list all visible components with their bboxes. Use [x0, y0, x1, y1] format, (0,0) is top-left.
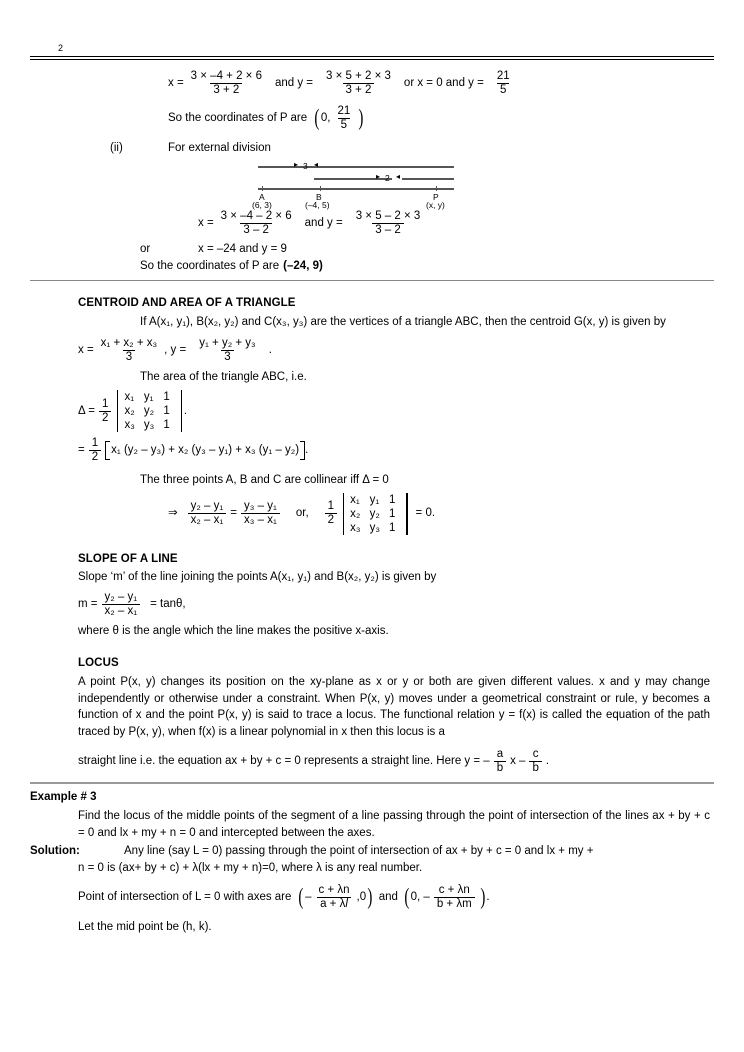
- external-or-row: [140, 241, 714, 258]
- paren-right: ): [358, 104, 364, 130]
- section-divider-rule: [30, 280, 714, 281]
- internal-coord-y-numerator: 21: [337, 104, 351, 117]
- expansion-half-denominator: 2: [89, 450, 101, 464]
- point1-tail: ,0: [356, 890, 367, 903]
- division-diagram: [252, 160, 458, 211]
- diagram-line-2-right: [402, 178, 454, 179]
- intersection-period: .: [486, 890, 490, 903]
- external-coordinates-row: [140, 258, 714, 275]
- internal-x-numerator: 3 × –4 + 2 × 6: [190, 70, 262, 83]
- matrix-cell: x₂: [124, 405, 135, 418]
- matrix-cell: x₁: [124, 391, 135, 404]
- matrix-cell: 1: [163, 419, 170, 432]
- locus-paragraph: A point P(x, y) changes its position on the xy-plane as x or y or both are given different values. x and y may change independently or otherwise under a constraint. When P(x, y) moves under a geometrical constraint or rule, y becomes a function of x and the point P(x, y) is said to trace a locus. The functional relation y = f(x) is called the equation of the path traced by P(x, y), when f(x) is a linear polynomial in x then this locus is a: [78, 676, 710, 739]
- intersection-point-x: [297, 884, 373, 911]
- area-determinant-formula: [78, 390, 714, 432]
- diagram-arrow-2-right-icon: ◂: [396, 172, 401, 182]
- diagram-point-b: B: [316, 192, 322, 203]
- internal-coord-y-denominator: 5: [338, 118, 350, 132]
- collinear-text: The three points A, B and C are collinear iff Δ = 0: [140, 473, 389, 486]
- point2-head: 0, –: [410, 890, 430, 903]
- intersection-and-text: and: [378, 890, 398, 903]
- collinear-denominator-2: x₃ – x₁: [241, 513, 280, 527]
- locus-frac2-denominator: b: [529, 761, 541, 775]
- external-y-numerator: 3 × 5 – 2 × 3: [355, 210, 421, 223]
- slope-numerator: y₂ – y₁: [104, 590, 138, 603]
- area-expansion-formula: [78, 437, 714, 464]
- matrix-cell: x₁: [350, 493, 360, 506]
- area-half-denominator: 2: [99, 411, 111, 425]
- external-or-label: or: [140, 242, 151, 255]
- slope-denominator: x₂ – x₁: [102, 604, 141, 618]
- centroid-y-numerator: y₁ + y₂ + y₃: [199, 336, 256, 349]
- slope-tan: = tanθ,: [150, 597, 186, 610]
- collinear-condition: [168, 493, 714, 535]
- solution-row: [30, 843, 714, 860]
- diagram-label-2: 2: [385, 173, 390, 184]
- expansion-bracket: [105, 441, 305, 460]
- collinear-result: = 0.: [415, 507, 436, 520]
- expansion-equals: =: [78, 444, 85, 457]
- external-x-denominator: 3 – 2: [240, 223, 272, 237]
- locus-heading: LOCUS: [78, 657, 119, 670]
- matrix-cell: x₃: [124, 419, 135, 432]
- matrix-cell: 1: [163, 405, 170, 418]
- collinear-determinant: [343, 493, 407, 535]
- table-row: [122, 390, 176, 404]
- solution-label: Solution:: [30, 845, 80, 858]
- external-and-label: and y =: [304, 217, 343, 230]
- expansion-body: x₁ (y₂ – y₃) + x₂ (y₃ – y₁) + x₃ (y₁ – y₂): [111, 444, 300, 457]
- locus-frac1-numerator: a: [496, 747, 504, 760]
- table-row: [348, 521, 402, 535]
- centroid-x-numerator: x₁ + x₂ + x₃: [100, 336, 158, 349]
- matrix-cell: x₂: [350, 507, 361, 520]
- matrix-cell: 1: [389, 521, 396, 534]
- point1-numerator: c + λn: [318, 883, 350, 896]
- internal-x-label: x =: [168, 77, 184, 90]
- diagram-point-b-coord: (–4, 5): [305, 200, 330, 211]
- internal-and-label: and y =: [274, 77, 314, 90]
- internal-result-numerator: 21: [496, 70, 510, 83]
- collinear-half-denominator: 2: [325, 513, 337, 527]
- diagram-point-p: P: [433, 192, 439, 203]
- collinear-or-text: or,: [295, 507, 309, 520]
- collinear-denominator-1: x₂ – x₁: [188, 513, 227, 527]
- internal-coordinates-pair: [313, 105, 365, 132]
- collinear-half-numerator: 1: [327, 500, 335, 513]
- area-determinant: [117, 390, 181, 432]
- header-rule: [30, 56, 714, 60]
- internal-x-denominator: 3 + 2: [210, 83, 242, 97]
- determinant-matrix: [348, 493, 402, 535]
- implies-icon: ⇒: [168, 507, 178, 520]
- locus-last-line: [78, 748, 714, 775]
- diagram-arrow-2-left-icon: ▸: [376, 172, 381, 182]
- point1-denominator: a + λl: [317, 897, 351, 911]
- determinant-bar-left: [117, 390, 118, 432]
- expansion-half-numerator: 1: [91, 437, 99, 450]
- example-question: Find the locus of the middle points of the segment of a line passing through the point of intersection of the lines ax + by + c = 0 and lx + my + n = 0 and intercepted between the axes.: [78, 810, 710, 839]
- determinant-bar-left: [343, 493, 344, 535]
- slope-note: where θ is the angle which the line makes the positive x-axis.: [78, 624, 389, 637]
- locus-last-line-start: straight line i.e. the equation ax + by + c = 0 represents a straight line. Here y = –: [78, 754, 490, 767]
- table-row: [348, 493, 402, 507]
- matrix-cell: y₁: [369, 493, 380, 506]
- locus-frac1-denominator: b: [494, 761, 506, 775]
- paren-right: ): [479, 883, 485, 909]
- matrix-cell: 1: [163, 391, 170, 404]
- internal-y-denominator: 3 + 2: [343, 83, 375, 97]
- matrix-cell: 1: [389, 507, 396, 520]
- determinant-bar-right: [181, 390, 182, 432]
- table-row: [348, 507, 402, 521]
- external-division-marker: (ii): [110, 141, 123, 154]
- intersection-text: Point of intersection of L = 0 with axes are: [78, 890, 292, 903]
- slope-heading: SLOPE OF A LINE: [78, 552, 178, 565]
- delta-label: Δ =: [78, 404, 95, 417]
- matrix-cell: x₃: [350, 521, 361, 534]
- internal-coordinates-line: [168, 105, 714, 132]
- centroid-x-denominator: 3: [123, 350, 135, 364]
- expansion-period: .: [305, 444, 309, 457]
- internal-y-numerator: 3 × 5 + 2 × 3: [326, 70, 391, 83]
- matrix-cell: 1: [389, 493, 396, 506]
- centroid-area-text: The area of the triangle ABC, i.e.: [140, 371, 307, 384]
- example-divider-rule: [30, 782, 714, 784]
- diagram-line-2-left: [314, 178, 392, 179]
- collinear-numerator-2: y₃ – y₁: [244, 500, 277, 513]
- internal-result-denominator: 5: [497, 83, 509, 97]
- centroid-heading: CENTROID AND AREA OF A TRIANGLE: [78, 297, 296, 310]
- external-coordinates-text: So the coordinates of P are: [140, 259, 280, 272]
- area-half-numerator: 1: [101, 397, 109, 410]
- paren-left: (: [314, 104, 320, 130]
- paren-right: ): [367, 883, 373, 909]
- external-x-numerator: 3 × –4 – 2 × 6: [220, 210, 292, 223]
- midpoint-text: Let the mid point be (h, k).: [78, 920, 212, 933]
- internal-or-text: or x = 0 and y =: [403, 77, 484, 90]
- external-division-heading-row: [110, 140, 714, 157]
- page-number: 2: [58, 43, 64, 53]
- intersection-points-row: [78, 884, 714, 911]
- centroid-period: .: [268, 343, 272, 356]
- determinant-matrix: [122, 390, 176, 432]
- locus-frac2-numerator: c: [532, 747, 539, 760]
- determinant-bar-right: [406, 493, 407, 535]
- locus-period: .: [545, 754, 550, 767]
- example-heading: Example # 3: [30, 791, 97, 804]
- diagram-line-3-right: [320, 166, 454, 167]
- internal-coordinates-text: So the coordinates of P are: [168, 111, 308, 124]
- slope-m-label: m =: [78, 597, 98, 610]
- internal-coord-x: 0,: [320, 111, 331, 124]
- diagram-arrow-3-left-icon: ▸: [294, 160, 299, 170]
- matrix-cell: y₃: [369, 521, 381, 534]
- external-division-equation: [198, 210, 714, 237]
- point2-denominator: b + λm: [434, 897, 475, 911]
- table-row: [122, 418, 176, 432]
- slope-formula: [78, 591, 714, 618]
- solution-line-2: n = 0 is (ax+ by + c) + λ(lx + my + n)=0, where λ is any real number.: [78, 862, 423, 875]
- matrix-cell: y₃: [143, 419, 155, 432]
- centroid-formula: [78, 337, 714, 364]
- centroid-y-label: , y =: [164, 343, 187, 356]
- matrix-cell: y₂: [369, 507, 380, 520]
- diagram-point-a-coord: (6, 3): [252, 200, 272, 211]
- collinear-numerator-1: y₂ – y₁: [190, 500, 224, 513]
- point1-sign: –: [305, 890, 312, 903]
- external-division-title: For external division: [168, 141, 271, 154]
- external-x-label: x =: [198, 217, 214, 230]
- diagram-label-3: 3: [303, 161, 308, 172]
- external-y-denominator: 3 – 2: [372, 223, 404, 237]
- external-coordinates-value: (–24, 9): [283, 259, 323, 272]
- locus-mid-text: x –: [510, 754, 526, 767]
- centroid-x-label: x =: [78, 343, 94, 356]
- external-or-values: x = –24 and y = 9: [198, 242, 287, 255]
- centroid-intro: If A(x₁, y₁), B(x₂, y₂) and C(x₃, y₃) are the vertices of a triangle ABC, then the centroid G(x, y) is given by: [140, 315, 666, 328]
- determinant-period: .: [183, 404, 188, 417]
- diagram-arrow-3-right-icon: ◂: [314, 160, 319, 170]
- matrix-cell: y₁: [143, 391, 154, 404]
- diagram-point-a: A: [259, 192, 265, 203]
- diagram-point-p-coord: (x, y): [426, 200, 445, 211]
- centroid-y-denominator: 3: [221, 350, 233, 364]
- diagram-baseline: [258, 188, 454, 190]
- internal-division-equation: [168, 70, 714, 97]
- paren-left: (: [404, 883, 410, 909]
- intersection-point-y: [403, 884, 486, 911]
- paren-left: (: [298, 883, 304, 909]
- table-row: [122, 404, 176, 418]
- slope-intro: Slope ‘m’ of the line joining the points A(x₁, y₁) and B(x₂, y₂) is given by: [78, 571, 437, 584]
- collinear-equals: =: [230, 507, 237, 520]
- point2-numerator: c + λn: [438, 883, 470, 896]
- solution-line-1: Any line (say L = 0) passing through the point of intersection of ax + by + c = 0 and lx + my +: [124, 845, 594, 858]
- matrix-cell: y₂: [143, 405, 155, 418]
